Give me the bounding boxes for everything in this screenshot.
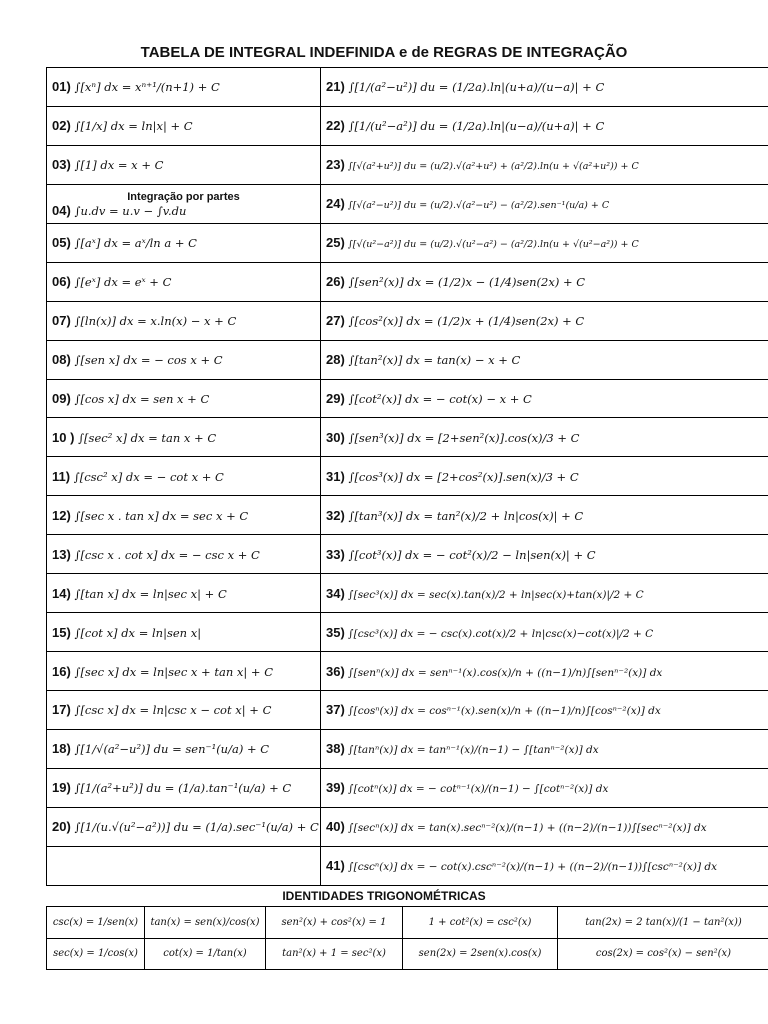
formula-number: 07) <box>52 313 71 329</box>
formula-text: ∫[√(a²−u²)] du = (u/2).√(a²−u²) − (a²/2).sen⁻¹(u/a) + C <box>347 200 610 212</box>
formula-text: ∫[1/(u²−a²)] du = (1/2a).ln|(u−a)/(u+a)| + C <box>348 119 605 134</box>
formula-row <box>47 574 768 613</box>
formula-cell-left <box>47 379 321 418</box>
formula-cell-left <box>47 145 321 184</box>
formula-row <box>47 613 768 652</box>
formula-cell-right <box>321 457 768 496</box>
identity-row <box>47 907 768 939</box>
formula-text: ∫[cos³(x)] dx = [2+cos²(x)].sen(x)/3 + C <box>348 469 579 484</box>
formula-number: 14) <box>52 585 71 601</box>
formula-cell-right <box>321 145 768 184</box>
formula-cell-left <box>47 807 321 846</box>
formula-row <box>47 106 768 145</box>
formula-number: 02) <box>52 118 71 134</box>
formula-number: 09) <box>52 390 71 406</box>
formula-text: ∫[tan³(x)] dx = tan²(x)/2 + ln|cos(x)| + C <box>348 508 584 523</box>
formula-number: 37) <box>326 702 345 718</box>
formula-number: 40) <box>326 819 345 835</box>
formula-number: 33) <box>326 546 345 562</box>
formula-text: ∫[cos²(x)] dx = (1/2)x + (1/4)sen(2x) + C <box>348 314 585 329</box>
formula-row <box>47 729 768 768</box>
formula-text: ∫[sec x . tan x] dx = sec x + C <box>74 508 249 523</box>
formula-text: ∫[csc x] dx = ln|csc x − cot x| + C <box>74 703 272 718</box>
formula-cell-right <box>321 106 768 145</box>
formula-number: 27) <box>326 313 345 329</box>
identity-cell: csc(x) = 1/sen(x) <box>47 907 145 939</box>
formula-cell-right <box>321 652 768 691</box>
formula-cell-right <box>321 262 768 301</box>
formula-text: ∫[cscⁿ(x)] dx = − cot(x).cscⁿ⁻²(x)/(n−1) + ((n−2)/(n−1))∫[cscⁿ⁻²(x)] dx <box>348 861 718 874</box>
formula-cell-left <box>47 535 321 574</box>
formula-cell-left <box>47 184 321 223</box>
formula-cell-right <box>321 379 768 418</box>
formula-cell-right <box>321 846 768 885</box>
formula-text: ∫[1/√(a²−u²)] du = sen⁻¹(u/a) + C <box>74 742 270 757</box>
formula-number: 38) <box>326 741 345 757</box>
identity-cell: cot(x) = 1/tan(x) <box>145 938 266 970</box>
formula-cell-left <box>47 574 321 613</box>
formula-number: 39) <box>326 780 345 796</box>
identities-title: IDENTIDADES TRIGONOMÉTRICAS <box>282 889 486 903</box>
formula-number: 16) <box>52 663 71 679</box>
formula-number: 26) <box>326 274 345 290</box>
formula-text: ∫[cot²(x)] dx = − cot(x) − x + C <box>348 391 532 406</box>
formula-number: 25) <box>326 235 345 251</box>
formula-text: ∫[1/(a²−u²)] du = (1/2a).ln|(u+a)/(u−a)| + C <box>348 80 605 95</box>
formula-number: 05) <box>52 235 71 251</box>
formula-row <box>47 496 768 535</box>
identity-cell: cos(2x) = cos²(x) − sen²(x) <box>558 938 768 970</box>
formula-text: ∫[csc x . cot x] dx = − csc x + C <box>74 547 260 562</box>
formula-number: 18) <box>52 741 71 757</box>
formula-cell-left <box>47 262 321 301</box>
formula-cell-left <box>47 613 321 652</box>
page-title: TABELA DE INTEGRAL INDEFINIDA e de REGRAS DE INTEGRAÇÃO <box>140 44 628 61</box>
identity-cell: 1 + cot²(x) = csc²(x) <box>403 907 558 939</box>
formula-text: ∫[sen³(x)] dx = [2+sen²(x)].cos(x)/3 + C <box>348 430 580 445</box>
formula-cell-right <box>321 301 768 340</box>
formula-cell-right <box>321 691 768 730</box>
formula-text: ∫u.dv = u.v − ∫v.du <box>74 203 187 218</box>
formula-row <box>47 418 768 457</box>
formula-cell-left <box>47 301 321 340</box>
formula-text: ∫[√(a²+u²)] du = (u/2).√(a²+u²) + (a²/2).ln(u + √(a²+u²)) + C <box>347 161 639 173</box>
formula-text: ∫[secⁿ(x)] dx = tan(x).secⁿ⁻²(x)/(n−1) + ((n−2)/(n−1))∫[secⁿ⁻²(x)] dx <box>348 822 707 835</box>
formula-number: 06) <box>52 274 71 290</box>
formula-cell-right <box>321 184 768 223</box>
formula-cell-left <box>47 106 321 145</box>
formula-text: ∫[1] dx = x + C <box>74 158 164 173</box>
formula-text: ∫[xⁿ] dx = xⁿ⁺¹/(n+1) + C <box>74 80 220 95</box>
formula-number: 36) <box>326 663 345 679</box>
formula-row <box>47 223 768 262</box>
formula-number: 13) <box>52 546 71 562</box>
formula-text: ∫[tan²(x)] dx = tan(x) − x + C <box>348 353 521 368</box>
formula-cell-right <box>321 807 768 846</box>
formula-number: 04) <box>52 202 71 218</box>
formula-row <box>47 68 768 107</box>
formula-row <box>47 807 768 846</box>
formula-text: ∫[sec x] dx = ln|sec x + tan x| + C <box>74 664 273 679</box>
identity-cell: tan²(x) + 1 = sec²(x) <box>266 938 403 970</box>
formula-number: 21) <box>326 79 345 95</box>
formula-number: 22) <box>326 118 345 134</box>
formula-number: 20) <box>52 819 71 835</box>
formula-text: ∫[sec³(x)] dx = sec(x).tan(x)/2 + ln|sec(x)+tan(x)|/2 + C <box>348 588 644 601</box>
formula-number: 30) <box>326 429 345 445</box>
formula-row <box>47 145 768 184</box>
formula-cell-right <box>321 340 768 379</box>
formula-number: 32) <box>326 507 345 523</box>
identity-cell: sen(2x) = 2sen(x).cos(x) <box>403 938 558 970</box>
formula-text: ∫[sen²(x)] dx = (1/2)x − (1/4)sen(2x) + C <box>348 275 586 290</box>
formula-number: 31) <box>326 468 345 484</box>
formula-cell-right <box>321 535 768 574</box>
formula-cell-left <box>47 691 321 730</box>
formula-cell-left <box>47 652 321 691</box>
formula-row <box>47 340 768 379</box>
formula-text: ∫[cosⁿ(x)] dx = cosⁿ⁻¹(x).sen(x)/n + ((n−1)/n)∫[cosⁿ⁻²(x)] dx <box>348 705 661 718</box>
formula-cell-left <box>47 729 321 768</box>
formula-row <box>47 768 768 807</box>
formula-text: ∫[cot x] dx = ln|sen x| <box>74 625 202 640</box>
identity-cell: tan(2x) = 2 tan(x)/(1 − tan²(x)) <box>558 907 768 939</box>
formula-cell-left <box>47 340 321 379</box>
integration-by-parts-label: Integração por partes <box>127 190 240 203</box>
formula-cell-left <box>47 846 321 885</box>
formula-number: 17) <box>52 702 71 718</box>
formula-row <box>47 457 768 496</box>
formula-cell-left <box>47 496 321 535</box>
formula-cell-right <box>321 496 768 535</box>
formula-text: ∫[eˣ] dx = eˣ + C <box>74 275 172 290</box>
formula-cell-right <box>321 574 768 613</box>
formula-number: 10 ) <box>52 429 75 445</box>
formula-cell-left <box>47 223 321 262</box>
formula-text: ∫[1/(a²+u²)] du = (1/a).tan⁻¹(u/a) + C <box>74 781 292 796</box>
formula-row <box>47 535 768 574</box>
identity-cell: tan(x) = sen(x)/cos(x) <box>145 907 266 939</box>
formula-text: ∫[1/x] dx = ln|x| + C <box>74 119 193 134</box>
formula-number: 01) <box>52 79 71 95</box>
formula-number: 29) <box>326 390 345 406</box>
formula-text: ∫[√(u²−a²)] du = (u/2).√(u²−a²) − (a²/2).ln(u + √(u²−a²)) + C <box>347 239 639 251</box>
formula-text: ∫[cos x] dx = sen x + C <box>74 391 210 406</box>
formula-cell-right <box>321 613 768 652</box>
formula-text: ∫[sec² x] dx = tan x + C <box>78 430 217 445</box>
formula-row <box>47 652 768 691</box>
formula-number: 28) <box>326 352 345 368</box>
formula-number: 23) <box>326 157 345 173</box>
formula-text: ∫[aˣ] dx = aˣ/ln a + C <box>74 236 197 251</box>
formula-row <box>47 379 768 418</box>
formula-number: 19) <box>52 780 71 796</box>
formula-number: 34) <box>326 585 345 601</box>
identity-row <box>47 938 768 970</box>
formula-row <box>47 301 768 340</box>
formula-text: ∫[csc³(x)] dx = − csc(x).cot(x)/2 + ln|csc(x)−cot(x)|/2 + C <box>348 627 654 640</box>
formula-text: ∫[1/(u.√(u²−a²))] du = (1/a).sec⁻¹(u/a) + C <box>74 820 319 835</box>
formula-number: 11) <box>52 468 71 484</box>
formula-number: 35) <box>326 624 345 640</box>
formula-row <box>47 262 768 301</box>
identity-cell: sen²(x) + cos²(x) = 1 <box>266 907 403 939</box>
identities-table <box>46 906 768 970</box>
formula-cell-right <box>321 68 768 107</box>
formula-number: 08) <box>52 352 71 368</box>
formula-text: ∫[csc² x] dx = − cot x + C <box>73 469 224 484</box>
formula-text: ∫[senⁿ(x)] dx = senⁿ⁻¹(x).cos(x)/n + ((n−1)/n)∫[senⁿ⁻²(x)] dx <box>348 666 663 679</box>
formula-text: ∫[cot³(x)] dx = − cot²(x)/2 − ln|sen(x)| + C <box>348 547 596 562</box>
formula-cell-right <box>321 729 768 768</box>
formula-cell-right <box>321 768 768 807</box>
integral-table <box>46 67 768 886</box>
formula-number: 41) <box>326 858 345 874</box>
identity-cell: sec(x) = 1/cos(x) <box>47 938 145 970</box>
formula-row <box>47 846 768 885</box>
formula-cell-right <box>321 223 768 262</box>
formula-number: 24) <box>326 196 345 212</box>
formula-cell-left <box>47 768 321 807</box>
formula-number: 15) <box>52 624 71 640</box>
formula-text: ∫[tan x] dx = ln|sec x| + C <box>74 586 227 601</box>
formula-cell-left <box>47 418 321 457</box>
formula-text: ∫[cotⁿ(x)] dx = − cotⁿ⁻¹(x)/(n−1) − ∫[cotⁿ⁻²(x)] dx <box>348 783 609 796</box>
formula-number: 12) <box>52 507 71 523</box>
formula-text: ∫[ln(x)] dx = x.ln(x) − x + C <box>74 314 237 329</box>
formula-cell-left <box>47 457 321 496</box>
formula-row <box>47 691 768 730</box>
formula-text: ∫[sen x] dx = − cos x + C <box>74 353 223 368</box>
formula-cell-left <box>47 68 321 107</box>
formula-cell-right <box>321 418 768 457</box>
formula-text: ∫[tanⁿ(x)] dx = tanⁿ⁻¹(x)/(n−1) − ∫[tanⁿ⁻²(x)] dx <box>348 744 599 757</box>
formula-row <box>47 184 768 223</box>
formula-number: 03) <box>52 157 71 173</box>
